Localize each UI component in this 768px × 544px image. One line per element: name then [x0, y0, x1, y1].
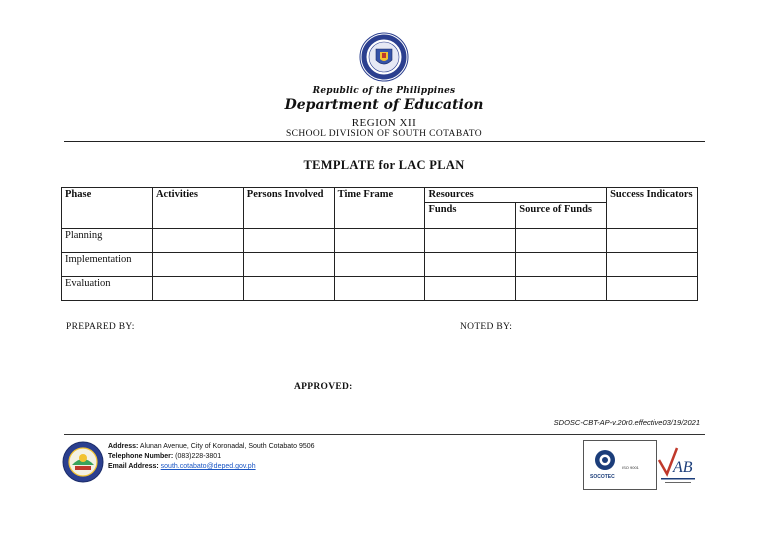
- noted-by-label: NOTED BY:: [460, 322, 513, 332]
- table-cell[interactable]: [152, 277, 243, 301]
- footer-divider: [64, 434, 705, 435]
- header-phase: Phase: [62, 188, 153, 229]
- header-time-frame: Time Frame: [334, 188, 425, 229]
- row-label-planning: Planning: [62, 229, 153, 253]
- phone-value: (083)228-3801: [175, 453, 222, 460]
- header-divider: [64, 141, 705, 142]
- table-cell[interactable]: [516, 229, 607, 253]
- email-label: Email Address:: [108, 463, 159, 470]
- table-cell[interactable]: [334, 229, 425, 253]
- table-cell[interactable]: [516, 253, 607, 277]
- pab-accreditation-logo: [655, 440, 701, 488]
- email-link[interactable]: south.cotabato@deped.gov.ph: [160, 463, 256, 470]
- socotec-label: SOCOTEC: [590, 474, 615, 480]
- table-cell[interactable]: [334, 277, 425, 301]
- document-code: SDOSC-CBT-AP-v.20r0.effective03/19/2021: [553, 418, 700, 427]
- table-cell[interactable]: [243, 229, 334, 253]
- address-value: Alunan Avenue, City of Koronadal, South Cotabato 9506: [139, 443, 315, 450]
- header-success-indicators: Success Indicators: [607, 188, 698, 229]
- table-cell[interactable]: [152, 253, 243, 277]
- table-cell[interactable]: [607, 277, 698, 301]
- prepared-by-label: PREPARED BY:: [66, 322, 135, 332]
- table-cell[interactable]: [152, 229, 243, 253]
- table-cell[interactable]: [425, 253, 516, 277]
- republic-heading: Republic of the Philippines: [312, 86, 456, 96]
- socotec-logo-icon: [594, 449, 616, 471]
- header-activities: Activities: [152, 188, 243, 229]
- table-cell[interactable]: [607, 253, 698, 277]
- table-cell[interactable]: [425, 277, 516, 301]
- header-persons-involved: Persons Involved: [243, 188, 334, 229]
- table-cell[interactable]: [425, 229, 516, 253]
- table-cell[interactable]: [516, 277, 607, 301]
- table-cell[interactable]: [243, 253, 334, 277]
- header-source-of-funds: Source of Funds: [516, 203, 607, 229]
- table-cell[interactable]: [334, 253, 425, 277]
- socotec-certification-badge: [583, 440, 657, 490]
- row-label-evaluation: Evaluation: [62, 277, 153, 301]
- svg-text:AB: AB: [673, 459, 693, 476]
- phone-label: Telephone Number:: [108, 453, 174, 460]
- page-title: TEMPLATE for LAC PLAN: [303, 158, 465, 172]
- table-cell[interactable]: [607, 229, 698, 253]
- lac-plan-table: [61, 187, 698, 301]
- approved-label: APPROVED:: [294, 382, 353, 392]
- division-seal-logo: [62, 441, 104, 483]
- header-funds: Funds: [425, 203, 516, 229]
- header-resources: Resources: [425, 188, 607, 203]
- address-label: Address:: [108, 443, 139, 450]
- department-heading: Department of Education: [284, 97, 484, 113]
- table-cell[interactable]: [243, 277, 334, 301]
- footer-contact-block: [108, 442, 315, 472]
- deped-seal-logo: [359, 32, 409, 82]
- region-heading: REGION XII: [351, 117, 417, 129]
- division-heading: SCHOOL DIVISION OF SOUTH COTABATO: [285, 129, 483, 139]
- row-label-implementation: Implementation: [62, 253, 153, 277]
- iso-label: ISO 9001: [622, 465, 639, 470]
